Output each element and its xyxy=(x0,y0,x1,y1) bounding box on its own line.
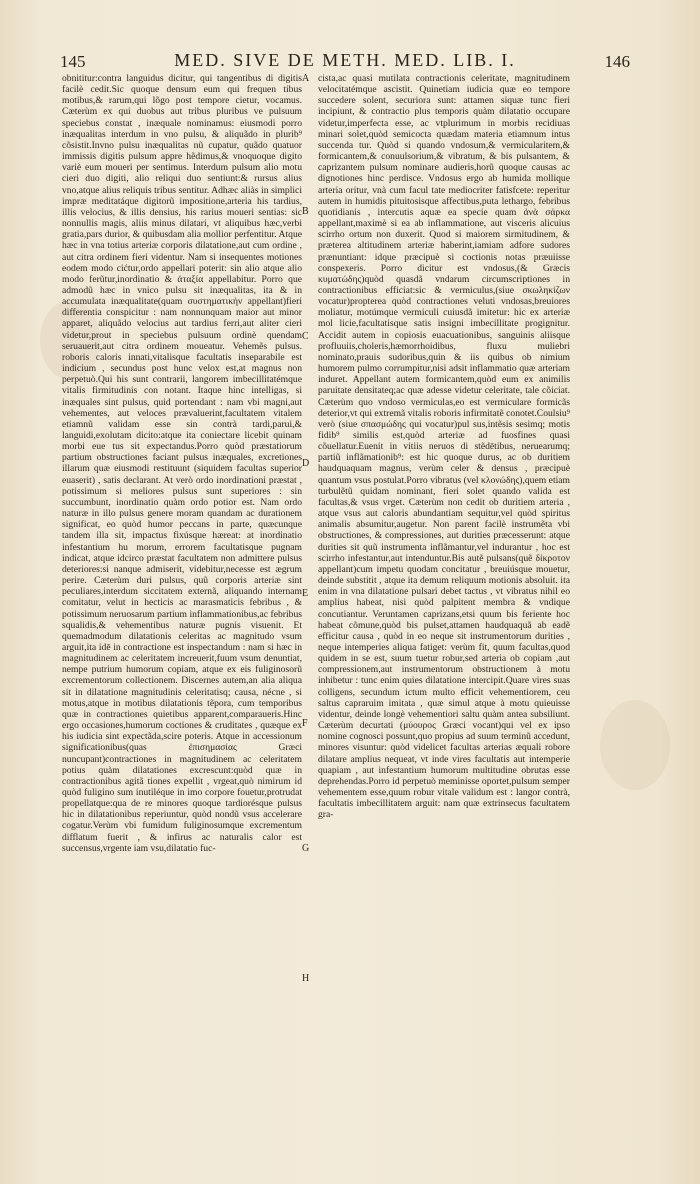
section-marker-c: C xyxy=(302,331,309,342)
section-marker-b: B xyxy=(302,206,309,217)
section-marker-a: A xyxy=(302,73,310,84)
right-column-text: cista,ac quasi mutilata contractionis celeritate, magnitudinem velocitatémque ascistit. Quinetiam iudicia quæ eo tempore succedere solent, securiora sunt: attamen siquæ tunc fieri incipiunt, & contractio plus temporis quàm dilatatio occupare videtur,imperfecta esse, ac vtplurimum in morbis recidiuas minari solet,quòd semicocta quædam materia etiamnum intus succenda tur. Quòd si quando vndosum,& vermicularitem,& formicantem,& conuulsorium,& vibratum, & bis pulsantem, & caprizantem pulsum nominare audieris,horũ quoque causas ac dignotiones hinc perdisce. Vndosus ergo ab humida mollique arteria oritur, vnà cum facul tate mediocriter fatisfcete: reperitur autem in humidis pituitosisque affectibus,puta lethargo, febribus quotidianis , intercutis aquæ ea specie quam ἀνὰ σάρκα appellant,maximè si ea ab inflammatione, aut visceris alicuius scirrho ortum non duxerit. Quod si maiorem sirmitudinem, & præterea altitudinem arteriæ haberint,iamiam adfore sudores prænuntiant: idque præcipuè si coctionis notas præuiisse conspexeris. Porro dicitur est vndosus,(& Græcis κυματώδης)quòd quasdã vndarum circumscriptiones in contractionibus efficiat:sic & vermiculus,(siue σκωληκίζων vocatur)propterea quòd contractiones veluti vndosas,breuiores moliatur, motúmque vermiculi cuiusdã imitetur: hic ex arteriæ mol licie,facultatisque satis insigni imbecillitate progignitur. Accidit autem in copiosis euacuationibus, sanguinis aliisque profluuiis,choleris,hæmorrhoidibus, fluxu muliebri nominato,prauis sudoribus,quin & iis quibus ob nimium humorem pulmo corrumpitur,nisi adsit inflammatio quæ arteriam induret. Appellant autem formicantem,quòd eum ex animilis paruitate densitateq;ac quæ adesse videtur celeritate, tale cõiciat. Cæterùm quo vndoso vermiculas,eo est vermiculare formicãs deterior,vt qui extremã vitalis roboris infirmitatẽ conotet.Coulsiu⁹ verò (siue σπασμώδης qui vocatur)pul sus,intẽsis sesimq; motis fidib⁹ similis est,quòd arteriæ ad fuosfines quasi cõuellatur.Euenit in vitiis neruos di stẽdētibus, neruearumq; partiũ inflãmationib⁹: est hic quoque durus, ac ob duritiem haudquaquam magnus, verùm celer & densus , præcipuè quantum vsus postulat.Porro vibratus (vel κλονώδης),quem etiam turbulẽtũ quidam nominant, fieri solet quando valida est facultas,& vsus vrget. Cæterùm non cedit ob duritiem arteria , atque vsus aut caloris abundantiam sequitur,vel quòd spiritus animalis absumitur,augetur. Non parent facilè instrumẽta vbi obstructiones, & compressiones, aut durities præcesserunt: atque durities sit quũ instrumenta inflãmantur,vel indurantur , hoc est scirrho infestantur,aut intenduntur.Bis autẽ pulsans(quẽ δίκροτον appellant)cum impetu quodam concitatur , breuiúsque mouetur, deinde substitit , atque ita demum reliquum motionis absoluit. ita enim in vna dilatatione pulsari debet tactus , vt vibratus nihil eo amplius habeat, nisi quòd palpitent membra & vndique concutiantur. Veruntamen caprizans,etsi quum bis feriente hoc habeat cõmune,quòd bis pulset,attamen haudquaquã ab eadẽ efficitur causa , quòd in eo neque sit instrumentorum durities , neque intemperies aliqua fatiget: verùm fit, quum facultas,quod quidem in se est, suum tuetur robur,sed arteria ob copiam ,aut compressionem,aut instrumentorum obstructionem à motu inhibetur : tunc enim quies dilatatione intercipit.Quare vires suas colligens, secundum ictum multo efficit vehementiorem, ceu saltus capraruim imitata , quæ simul atque à motu quieuisse videntur, deinde longè vehementiori saltu quàm antea subsiliunt. Cæterùm decurtati (μύουρος Græci vocant)qui vel ex ipso nomine cognosci possunt,quo propius ad suum terminũ accedunt, minores visuntur: quòd videlicet facultas arterias æquali robore dilatare amplius nequeat, vt inde vires facultatis aut intemperie quapiam , aut infestantium humorum multitudine obrutas esse deprehendas.Porro id perpetuò meminisse oportet,pulsum semper vehementem esse,quum robur vitale validum est : langor contrà, facultatis imbecillitatem arguit: nam quæ extrinsecus facultatem gra- xyxy=(318,73,570,821)
section-marker-g: G xyxy=(302,843,310,854)
left-column xyxy=(62,73,302,854)
paper-stain xyxy=(600,700,670,790)
left-page-number: 145 xyxy=(60,52,86,71)
section-marker-f: F xyxy=(302,718,308,729)
page-header xyxy=(60,50,630,72)
section-marker-d: D xyxy=(302,458,310,469)
right-column xyxy=(318,73,570,820)
section-marker-h: H xyxy=(302,973,310,984)
right-page-number: 146 xyxy=(604,52,630,71)
left-column-text: obnititur:contra languidus dicitur, qui tangentibus di digitis facilè cedit.Sic quoque densum eum qui frequen tibus motibus,& rarum,qui lõgo post tempore cietur, vocamus. Cæterùm ex qui duobus aut tribus pluribus ve pulsuum speciebus constat , inæquale nominamus: eiusmodi porro inæqualitas interdum in vno pulsu, & aliquãdo in plurib⁹ cõsistit.Invno pulsu inæqualitas nũ cupatur, quãdo quatuor immissis digitis pulsum appre hẽdimus,& vnoquoque digito variè eum moueri per sentimus. Interdum pulsum alio motu cieri duo digiti, alio reliqui duo sentiunt:& rursus alius vno,atque alius reliquis tribus sentitur. Adhæc aliàs in simplici impræ meditatáque digitorũ impositione,arteria his tardius, illis velocius, & illis densius, his rarius moueri sentias: sic nonnullis magis, aliis minus dilatari, vt aliquibus hæc,verbi gratia,pars durior, & quibusdam alia mollior perfentitur. Atque hæc in vna totius arteriæ corporis dilatatione,aut cum ordine , aut citra ordinem fieri videntur. Nam si insequentes motiones eodem modo cićtur,ordo appellari poterit: sin alio atque alio modo ferũtur,inordinatio & ἀταξία appellabitur. Porro que admodũ hæc in vnico pulsu sit inæqualitas, ita & in accumulata inæqualitate(quam συστηματικὴν appellant)fieri differentia conspicitur : nam nonnunquam maior aut minor apparet, aliquãdo velocius aut tardius ferri,aut aliter cieri videtur,prout in speciebus pulsuum ordinè quendam seruauerit,aut citra ordinem moueatur. Vehemẽs pulsus. roboris caloris innati,vitalisque facultatis inseparabile est indicium , secundus post hunc velox est,at magnus non perpetuò.Qui his sunt contrarii, langorem imbecillitatémque vitalis firmitudinis con notant. Itaque hinc intelligas, si inæquales sint pulsus, quid portendant : nam vbi magni,aut vehementes, aut veloces prævaluerint,facultatem vitalem etiamnũ validam esse sin contrà tardi,parui,& languidi,exolutam dicito:atque ita coniectare licebit quinam morbi eue tus sit expectandus.Porro quòd præstatiorum partium obstructiones faciant pulsus inæquales, excretiones illarum quæ eiusmodi restituunt (siquidem facultas superior euaserit) , satis declarant. At verò ordo inordinationi præstat , potissimum si meliores pulsus sunt superiores : sin succumbunt, inordinatio quàm ordo potior est. Nam ordo naturæ in illo pulsus genere moram quandam ac durationem significat, eo quòd humor peccans in parte, quæcunque tandem illa sit, impactus fixúsque hæreat: at inordinatio infestantium hu morum, errorem facultatisque pugnam indicat, atque idcirco præstat facultatem non admittere pulsus deteriores:si nanque admiserit, videbitur,necesse est ægrum perire. Cæterùm duri pulsus, quũ corporis arteriæ sint peculiares,interdum siccitatem externã, aliquando internam comitatur, velut in hecticis ac marasmaticis febribus , & potissimum neruosarum partium inflammationibus,ac febribus squalidis,& vehementibus naturæ pugnis visuenit. Et quemadmodum dilatationis celeritas ac magnitudo vsum arguit,ita idē in contractione est inspectandum : nam si hæc in magnitudinem ac celeritatem increuerit,fuum vsum denuntiat, nempe putrium humorum copiam, atque ex eis fuliginosorũ excrementorum collectionem. Discernes autem,an alia aliqua sit in dilatatione magnitudinis celeritatisq; causa, nécne , si motus,atque in motibus dilatationis tẽpora, cum temporibus quæ in contractiones quietibus apparent,comparaueris.Hinc ergo occasiones,humorum coctiones & cruditates , quæque ex his iudicia sint expectãda,scire poteris. Atque in accessionum significationibus(quas ἐπισημασίας Græci nuncupant)contractiones in magnitudinem ac celeritatem potius quàm dilatationes excrescunt:quòd quæ in contractionibus agitã tiones expellit , vrgeat,quò nimirum id quòd fuligino sum inutiléque in imo corpore fouetur,protrudat propellatque:qua de re minores quoque tardiorésque pulsus hic in dilatationibus reperiuntur, quòd nondũ vsus accelerare cogatur.Verùm vbi fumidum fuliginosumque excrementum difflatum fuerit , & infirus ac naturalis calor est succensus,vrgente iam vsu,dilatatio fuc- xyxy=(62,73,302,854)
running-head: MED. SIVE DE METH. MED. LIB. I. xyxy=(174,50,516,70)
section-marker-e: E xyxy=(302,588,309,599)
section-markers xyxy=(302,73,316,984)
